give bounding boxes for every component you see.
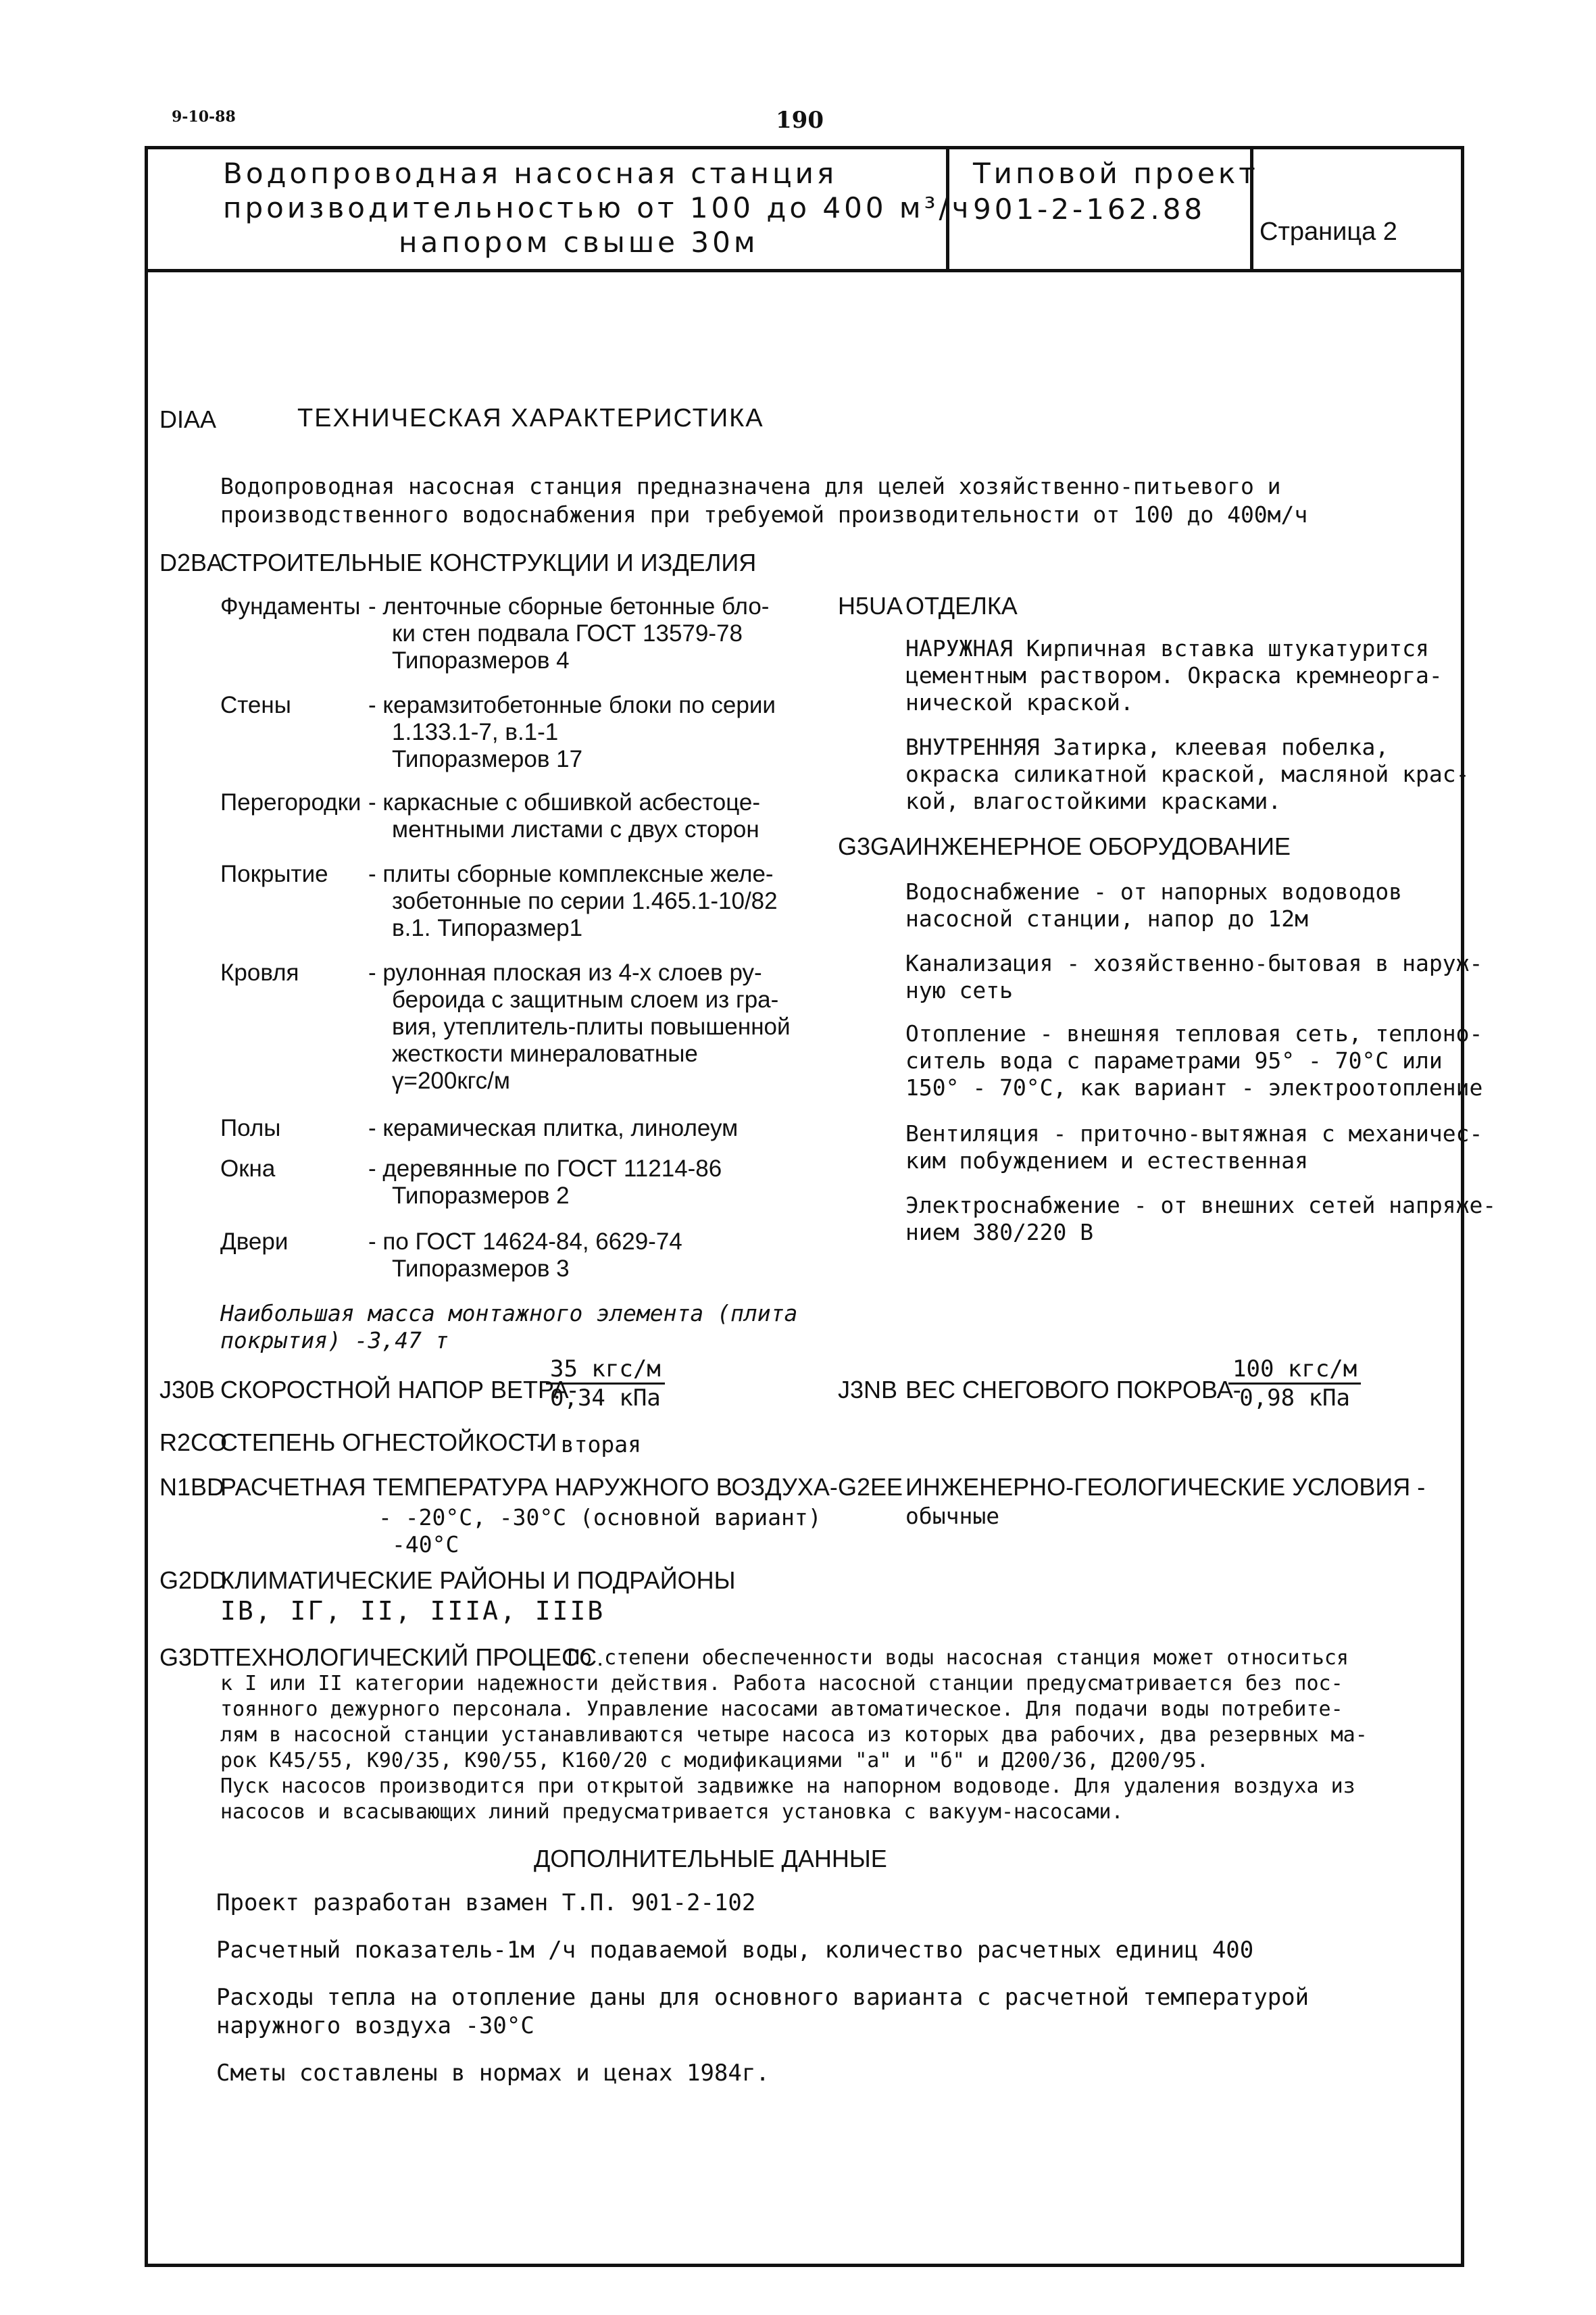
additional-line: Расчетный показатель-1м /ч подаваемой воды, количество расчетных единиц 400 — [216, 1937, 1254, 1964]
definition-line: - плиты сборные комплексные желе- — [368, 861, 774, 887]
definition-line: Типоразмеров 3 — [392, 1255, 570, 1282]
process-line: тоянного дежурного персонала. Управление насосами автоматическое. Для подачи воды потребите- — [220, 1697, 1343, 1721]
finishing-outer-line: НАРУЖНАЯ Кирпичная вставка штукатурится — [905, 635, 1429, 662]
definition-line: - рулонная плоская из 4-х слоев ру- — [368, 960, 762, 986]
definition-line: - по ГОСТ 14624-84, 6629-74 — [368, 1228, 682, 1255]
snow-fraction — [1228, 1355, 1361, 1412]
fire-label: СТЕПЕНЬ ОГНЕСТОЙКОСТИ — [220, 1428, 557, 1456]
additional-line: Расходы тепла на отопление даны для основного варианта с расчетной температурой — [216, 1984, 1310, 2011]
definition-line: зобетонные по серии 1.465.1-10/82 — [392, 888, 778, 914]
wind-label: СКОРОСТНОЙ НАПОР ВЕТРА- — [220, 1376, 577, 1403]
climate-code: G2DD — [159, 1566, 228, 1594]
engineering-line: насосной станции, напор до 12м — [905, 905, 1309, 932]
definition-line: γ=200кгс/м — [392, 1068, 510, 1094]
finishing-inner-line: кой, влагостойкими красками. — [905, 788, 1282, 814]
wind-fraction — [546, 1355, 665, 1412]
engineering-line: Водоснабжение - от напорных водоводов — [905, 878, 1403, 905]
engineering-line: нием 380/220 В — [905, 1219, 1094, 1245]
process-label: ТЕХНОЛОГИЧЕСКИЙ ПРОЦЕСС. — [220, 1643, 604, 1671]
term-walls: Стены — [220, 692, 291, 718]
term-roofing: Кровля — [220, 960, 299, 986]
process-line: Пуск насосов производится при открытой задвижке на напорном водоводе. Для удаления воздуха из — [220, 1774, 1355, 1798]
page-number: 190 — [776, 107, 824, 134]
process-line: рок К45/55, К90/35, К90/55, К160/20 с модификациями "а" и "б" и Д200/36, Д200/95. — [220, 1749, 1209, 1772]
finishing-inner-line: ВНУТРЕННЯЯ Затирка, клеевая побелка, — [905, 734, 1389, 760]
geology-value: обычные — [905, 1503, 1000, 1529]
definition-line: ментными листами с двух сторон — [392, 816, 759, 843]
main-heading: ТЕХНИЧЕСКАЯ ХАРАКТЕРИСТИКА — [297, 404, 764, 432]
additional-line: Сметы составлены в нормах и ценах 1984г. — [216, 2060, 770, 2087]
definition-line: ки стен подвала ГОСТ 13579-78 — [392, 620, 743, 647]
engineering-line: Канализация - хозяйственно-бытовая в наруж- — [905, 950, 1483, 976]
definition-line: - ленточные сборные бетонные бло- — [368, 593, 770, 620]
constructions-code: D2BA — [159, 549, 224, 576]
climate-label: КЛИМАТИЧЕСКИЕ РАЙОНЫ И ПОДРАЙОНЫ — [220, 1566, 736, 1594]
finishing-inner-line: окраска силикатной краской, масляной крас- — [905, 761, 1470, 787]
snow-code: J3NB — [838, 1376, 898, 1403]
title-line-2: производительностью от 100 до 400 м³/ч — [223, 191, 972, 224]
definition-line: бероида с защитным слоем из гра- — [392, 987, 779, 1013]
definition-line: Типоразмеров 17 — [392, 746, 583, 772]
term-windows: Окна — [220, 1155, 276, 1182]
term-floors: Полы — [220, 1115, 281, 1141]
intro-line: производственного водоснабжения при требуемой производительности от 100 до 400м/ч — [220, 501, 1308, 528]
snow-label: ВЕС СНЕГОВОГО ПОКРОВА- — [905, 1376, 1241, 1403]
definition-line: жесткости минераловатные — [392, 1041, 698, 1067]
engineering-line: ситель вода с параметрами 95° - 70°С или — [905, 1047, 1443, 1074]
temperature-code: N1BD — [159, 1473, 225, 1501]
project-number: 901-2-162.88 — [973, 193, 1206, 226]
print-date: 9-10-88 — [172, 108, 236, 126]
additional-line: Проект разработан взамен Т.П. 901-2-102 — [216, 1889, 756, 1916]
mass-note-line: покрытия) -3,47 т — [220, 1327, 449, 1353]
fire-code: R2CO — [159, 1428, 228, 1456]
term-doors: Двери — [220, 1228, 289, 1255]
engineering-line: 150° - 70°С, как вариант - электроотопление — [905, 1074, 1483, 1101]
engineering-line: ную сеть — [905, 977, 1013, 1003]
geology-code: G2EE — [838, 1473, 903, 1501]
definition-line: вия, утеплитель-плиты повышенной — [392, 1014, 791, 1040]
fire-value: - вторая — [534, 1431, 641, 1458]
engineering-line: Вентиляция - приточно-вытяжная с механичес- — [905, 1120, 1483, 1147]
temperature-line: -40°С — [392, 1531, 459, 1558]
title-line-1: Водопроводная насосная станция — [223, 157, 838, 190]
term-roof-slab: Покрытие — [220, 861, 328, 887]
temperature-label: РАСЧЕТНАЯ ТЕМПЕРАТУРА НАРУЖНОГО ВОЗДУХА- — [220, 1473, 838, 1501]
definition-line: - керамзитобетонные блоки по серии — [368, 692, 776, 718]
engineering-line: Электроснабжение - от внешних сетей напряже- — [905, 1192, 1497, 1218]
process-line: лям в насосной станции устанавливаются четыре насоса из которых два рабочих, два резервных ма- — [220, 1723, 1368, 1747]
term-partitions: Перегородки — [220, 789, 361, 816]
process-line: По степени обеспеченности воды насосная станция может относиться — [568, 1646, 1349, 1670]
constructions-heading: СТРОИТЕЛЬНЫЕ КОНСТРУКЦИИ И ИЗДЕЛИЯ — [220, 549, 757, 576]
process-line: насосов и всасывающих линий предусматривается установка с вакуум-насосами. — [220, 1800, 1124, 1824]
engineering-heading: ИНЖЕНЕРНОЕ ОБОРУДОВАНИЕ — [905, 832, 1291, 860]
additional-heading: ДОПОЛНИТЕЛЬНЫЕ ДАННЫЕ — [534, 1845, 887, 1872]
temperature-line: - -20°С, -30°С (основной вариант) — [378, 1504, 822, 1530]
wind-numerator: 35 кгс/м — [546, 1355, 665, 1385]
finishing-heading: ОТДЕЛКА — [905, 592, 1018, 620]
finishing-outer-line: цементным раствором. Окраска кремнеорга- — [905, 662, 1443, 689]
mass-note-line: Наибольшая масса монтажного элемента (плита — [220, 1300, 798, 1326]
snow-denominator: 0,98 кПа — [1239, 1385, 1350, 1412]
additional-line: наружного воздуха -30°С — [216, 2012, 534, 2039]
engineering-line: Отопление - внешняя тепловая сеть, теплоно- — [905, 1020, 1483, 1047]
main-code: DIAA — [159, 405, 217, 433]
page-label: Страница 2 — [1260, 218, 1397, 246]
definition-line: в.1. Типоразмер1 — [392, 915, 583, 941]
title-line-3: напором свыше 30м — [399, 226, 759, 259]
climate-value: IВ, IГ, II, IIIА, IIIВ — [220, 1596, 605, 1626]
finishing-code: H5UA — [838, 592, 903, 620]
project-label: Типовой проект — [973, 157, 1259, 190]
definition-line: - деревянные по ГОСТ 11214-86 — [368, 1155, 722, 1182]
wind-code: J30B — [159, 1376, 216, 1403]
finishing-outer-line: нической краской. — [905, 689, 1134, 716]
definition-line: Типоразмеров 2 — [392, 1183, 570, 1209]
process-line: к I или II категории надежности действия. Работа насосной станции предусматривается без пос- — [220, 1672, 1343, 1695]
wind-denominator: 0,34 кПа — [550, 1385, 661, 1412]
definition-line: - каркасные с обшивкой асбестоце- — [368, 789, 760, 816]
definition-line: - керамическая плитка, линолеум — [368, 1115, 739, 1141]
engineering-code: G3GA — [838, 832, 906, 860]
term-foundations: Фундаменты — [220, 593, 361, 620]
title-block-bottom-rule — [145, 269, 1464, 272]
intro-line: Водопроводная насосная станция предназначена для целей хозяйственно-питьевого и — [220, 473, 1281, 499]
engineering-line: ким побуждением и естественная — [905, 1147, 1309, 1174]
process-code: G3DT — [159, 1643, 225, 1671]
geology-label: ИНЖЕНЕРНО-ГЕОЛОГИЧЕСКИЕ УСЛОВИЯ - — [905, 1473, 1426, 1501]
definition-line: Типоразмеров 4 — [392, 647, 570, 674]
snow-numerator: 100 кгс/м — [1228, 1355, 1361, 1385]
definition-line: 1.133.1-7, в.1-1 — [392, 719, 559, 745]
